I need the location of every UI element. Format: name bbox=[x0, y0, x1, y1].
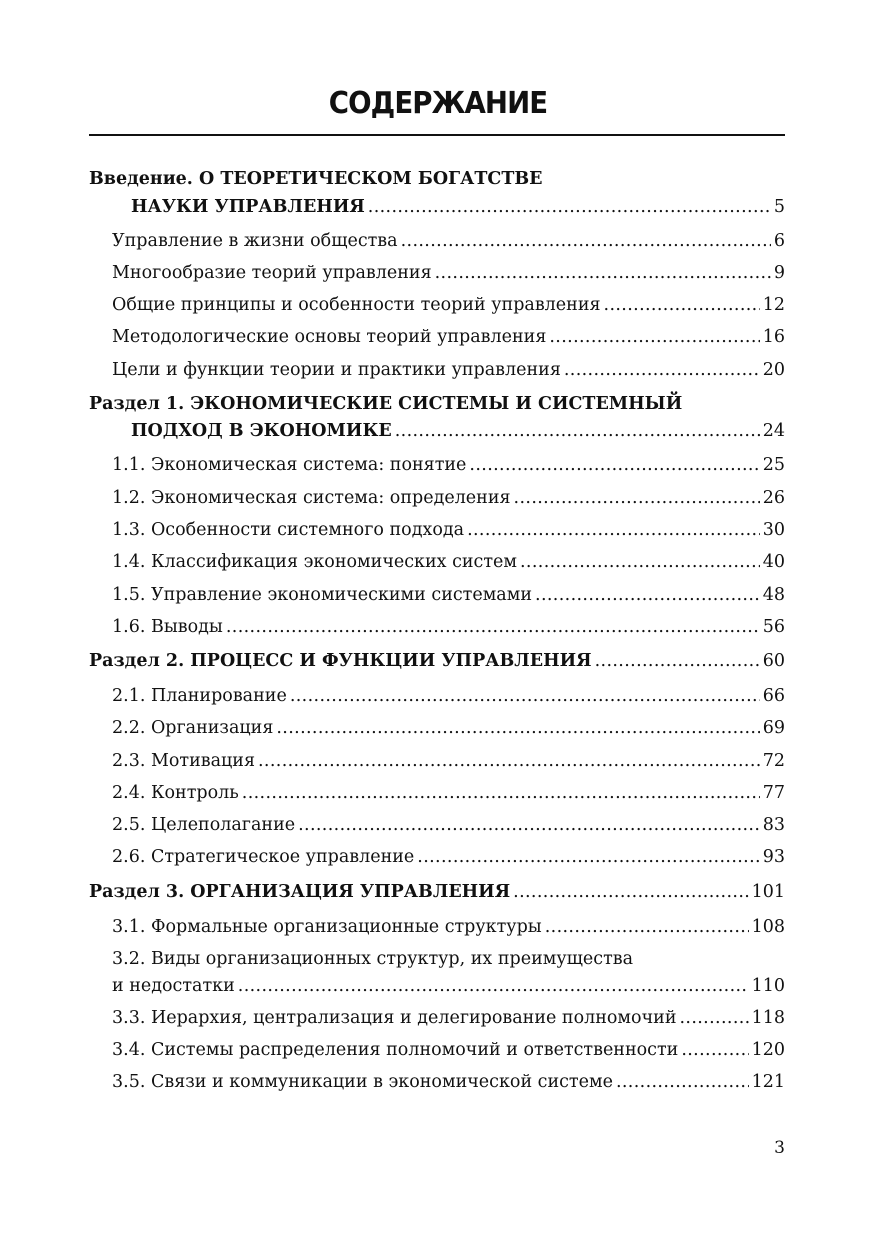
toc-entry-page: 69 bbox=[762, 718, 785, 738]
toc-intro-heading-cont[interactable] bbox=[131, 196, 785, 218]
toc-section1-line2: ПОДХОД В ЭКОНОМИКЕ bbox=[131, 421, 392, 441]
toc-intro-heading[interactable] bbox=[89, 168, 785, 190]
toc-entry-page: 25 bbox=[762, 455, 785, 475]
leader-dots bbox=[469, 454, 759, 476]
toc-entry-label: 2.5. Целеполагание bbox=[112, 815, 296, 835]
toc-entry[interactable] bbox=[112, 814, 785, 836]
toc-entry-label: 3.2. Виды организационных структур, их преимущества bbox=[112, 949, 634, 969]
leader-dots bbox=[417, 846, 759, 868]
leader-dots bbox=[226, 616, 760, 638]
leader-dots bbox=[276, 717, 759, 739]
leader-dots bbox=[549, 326, 759, 348]
toc-entry-page: 120 bbox=[751, 1040, 785, 1060]
toc-section2-page: 60 bbox=[762, 651, 785, 671]
toc-entry[interactable] bbox=[112, 1071, 785, 1093]
toc-entry-label: 2.4. Контроль bbox=[112, 783, 239, 803]
toc-section1-line1: Раздел 1. ЭКОНОМИЧЕСКИЕ СИСТЕМЫ И СИСТЕМНЫЙ bbox=[89, 394, 683, 414]
leader-dots bbox=[401, 230, 771, 252]
leader-dots bbox=[435, 262, 771, 284]
leader-dots bbox=[513, 881, 748, 903]
leader-dots bbox=[514, 487, 760, 509]
toc-entry-page: 66 bbox=[762, 686, 785, 706]
toc-entry-label: 1.4. Классификация экономических систем bbox=[112, 552, 517, 572]
toc-entry-page: 26 bbox=[762, 488, 785, 508]
leader-dots bbox=[298, 814, 760, 836]
toc-entry[interactable] bbox=[112, 948, 785, 970]
toc-entry-label: 3.1. Формальные организационные структуры bbox=[112, 917, 542, 937]
toc-entry[interactable] bbox=[112, 454, 785, 476]
toc-intro-line2: НАУКИ УПРАВЛЕНИЯ bbox=[131, 197, 365, 217]
leader-dots bbox=[681, 1039, 748, 1061]
toc-entry-page: 121 bbox=[751, 1072, 785, 1092]
toc-entry-label: 1.2. Экономическая система: определения bbox=[112, 488, 511, 508]
toc-entry[interactable] bbox=[112, 616, 785, 638]
toc-entry[interactable] bbox=[112, 1007, 785, 1029]
toc-entry-page: 83 bbox=[762, 815, 785, 835]
toc-entry-page: 110 bbox=[751, 976, 785, 996]
toc-entry-label: Методологические основы теорий управления bbox=[112, 327, 547, 347]
toc-entry[interactable] bbox=[112, 294, 785, 316]
toc-entry[interactable] bbox=[112, 685, 785, 707]
toc-entry-label: Цели и функции теории и практики управления bbox=[112, 360, 561, 380]
toc-entry-page: 48 bbox=[762, 585, 785, 605]
toc-entry-page: 40 bbox=[762, 552, 785, 572]
leader-dots bbox=[368, 196, 771, 218]
leader-dots bbox=[258, 750, 760, 772]
leader-dots bbox=[564, 359, 760, 381]
toc-entry[interactable] bbox=[112, 1039, 785, 1061]
page-title: СОДЕРЖАНИЕ bbox=[328, 86, 548, 121]
toc-entry-page: 72 bbox=[762, 751, 785, 771]
toc-entry[interactable] bbox=[112, 519, 785, 541]
leader-dots bbox=[535, 584, 760, 606]
title-divider bbox=[89, 134, 785, 136]
toc-intro-page: 5 bbox=[773, 197, 785, 217]
toc-section2-heading[interactable] bbox=[89, 650, 785, 672]
toc-entry-page: 56 bbox=[762, 617, 785, 637]
toc-intro-line1: Введение. О ТЕОРЕТИЧЕСКОМ БОГАТСТВЕ bbox=[89, 169, 543, 189]
toc-entry-label: 2.1. Планирование bbox=[112, 686, 287, 706]
toc-section1-heading-cont[interactable] bbox=[131, 420, 785, 442]
toc-entry[interactable] bbox=[112, 782, 785, 804]
toc-entry-page: 118 bbox=[751, 1008, 785, 1028]
toc-entry-label: 1.6. Выводы bbox=[112, 617, 223, 637]
page-number: 3 bbox=[774, 1138, 785, 1158]
toc-entry-page: 12 bbox=[762, 295, 785, 315]
toc-section3-heading[interactable] bbox=[89, 881, 785, 903]
toc-section3-page: 101 bbox=[751, 882, 785, 902]
toc-entry-cont[interactable] bbox=[112, 975, 785, 997]
toc-entry-page: 20 bbox=[762, 360, 785, 380]
toc-entry[interactable] bbox=[112, 584, 785, 606]
toc-entry-page: 9 bbox=[773, 263, 785, 283]
toc-entry-label: Многообразие теорий управления bbox=[112, 263, 432, 283]
leader-dots bbox=[242, 782, 760, 804]
leader-dots bbox=[545, 916, 749, 938]
toc-entry[interactable] bbox=[112, 262, 785, 284]
toc-section3-line1: Раздел 3. ОРГАНИЗАЦИЯ УПРАВЛЕНИЯ bbox=[89, 882, 511, 902]
toc-entry-page: 6 bbox=[773, 231, 785, 251]
toc-entry[interactable] bbox=[112, 326, 785, 348]
toc-entry[interactable] bbox=[112, 846, 785, 868]
toc-entry-page: 77 bbox=[762, 783, 785, 803]
toc-entry-label: 3.3. Иерархия, централизация и делегирование полномочий bbox=[112, 1008, 677, 1028]
toc-entry-label: 2.3. Мотивация bbox=[112, 751, 255, 771]
leader-dots bbox=[520, 551, 760, 573]
toc-entry-label: 1.5. Управление экономическими системами bbox=[112, 585, 533, 605]
toc-entry-page: 93 bbox=[762, 847, 785, 867]
toc-entry-label: 2.2. Организация bbox=[112, 718, 274, 738]
toc-entry-page: 108 bbox=[751, 917, 785, 937]
toc-entry[interactable] bbox=[112, 916, 785, 938]
toc-entry[interactable] bbox=[112, 359, 785, 381]
toc-section2-line1: Раздел 2. ПРОЦЕСС И ФУНКЦИИ УПРАВЛЕНИЯ bbox=[89, 651, 592, 671]
leader-dots bbox=[604, 294, 760, 316]
toc-entry-label: Управление в жизни общества bbox=[112, 231, 398, 251]
toc-entry-page: 30 bbox=[762, 520, 785, 540]
toc-entry-label: 1.1. Экономическая система: понятие bbox=[112, 455, 467, 475]
toc-entry-label: 2.6. Стратегическое управление bbox=[112, 847, 415, 867]
leader-dots bbox=[467, 519, 760, 541]
leader-dots bbox=[616, 1071, 749, 1093]
toc-section1-page: 24 bbox=[762, 421, 785, 441]
toc-entry[interactable] bbox=[112, 551, 785, 573]
toc-entry[interactable] bbox=[112, 717, 785, 739]
leader-dots bbox=[595, 650, 760, 672]
toc-entry[interactable] bbox=[112, 230, 785, 252]
leader-dots bbox=[238, 975, 749, 997]
toc-entry[interactable] bbox=[112, 487, 785, 509]
toc-entry[interactable] bbox=[112, 750, 785, 772]
leader-dots bbox=[395, 420, 760, 442]
toc-entry-label-cont: и недостатки bbox=[112, 976, 235, 996]
toc-entry-label: 1.3. Особенности системного подхода bbox=[112, 520, 465, 540]
toc-entry-label: 3.5. Связи и коммуникации в экономической системе bbox=[112, 1072, 613, 1092]
leader-dots bbox=[679, 1007, 748, 1029]
toc-entry-label: 3.4. Системы распределения полномочий и ответственности bbox=[112, 1040, 679, 1060]
toc-entry-label: Общие принципы и особенности теорий управления bbox=[112, 295, 601, 315]
toc-section1-heading[interactable] bbox=[89, 393, 785, 415]
toc-entry-page: 16 bbox=[762, 327, 785, 347]
leader-dots bbox=[290, 685, 760, 707]
